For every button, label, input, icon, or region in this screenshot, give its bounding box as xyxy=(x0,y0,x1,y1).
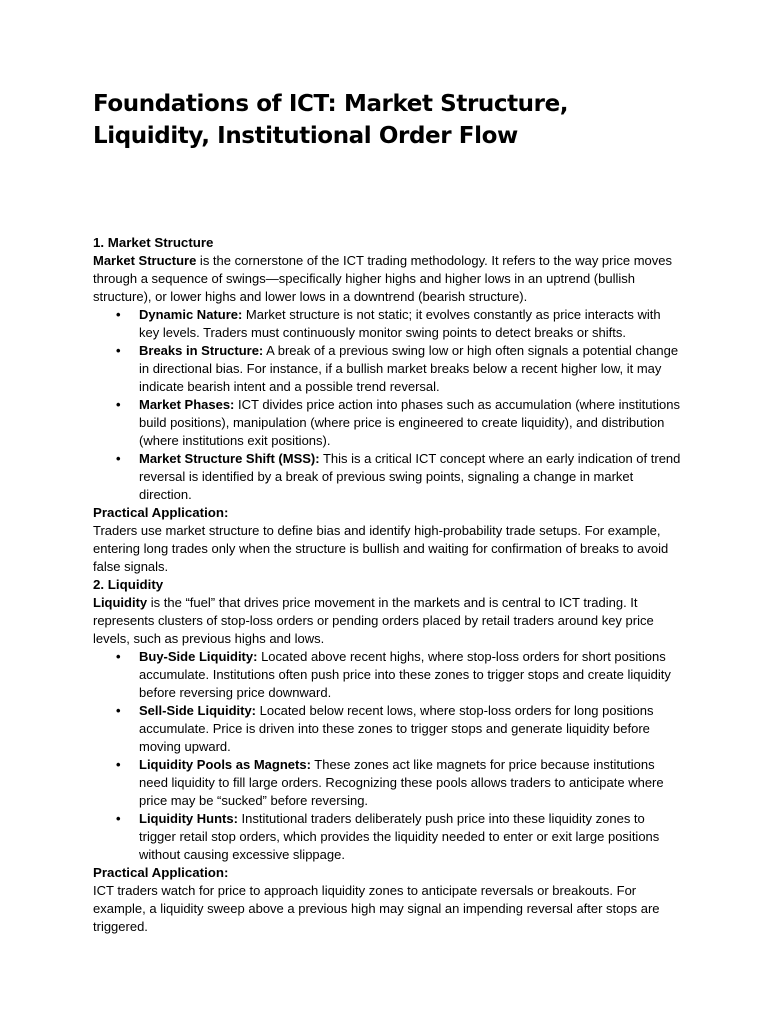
list-item xyxy=(93,810,683,864)
section-heading: 2. Liquidity xyxy=(93,577,164,592)
bullet-term: Dynamic Nature: xyxy=(139,307,243,322)
section-market-structure xyxy=(93,234,683,576)
bullet-icon: • xyxy=(116,307,121,322)
bullet-term: Buy-Side Liquidity: xyxy=(139,649,258,664)
bullet-text: Located below recent lows, where stop-loss orders for long positions accumulate. Price is driven into these zones to trigger stops and generate liquidity before moving upward. xyxy=(139,703,654,754)
intro-term: Market Structure xyxy=(93,253,197,268)
bullet-term: Sell-Side Liquidity: xyxy=(139,703,257,718)
practical-application-heading: Practical Application: xyxy=(93,505,229,520)
bullet-text: Institutional traders deliberately push price into these liquidity zones to trigger retail stop orders, which provides the liquidity needed to enter or exit large positions without causing excessive slippage. xyxy=(139,811,660,862)
section-intro xyxy=(93,252,683,306)
section-heading: 1. Market Structure xyxy=(93,235,214,250)
bullet-icon: • xyxy=(116,343,121,358)
section-intro xyxy=(93,594,683,648)
intro-text: is the cornerstone of the ICT trading methodology. It refers to the way price moves through a sequence of swings—specifically higher highs and higher lows in an uptrend (bullish structure), or lower highs and lower lows in a downtrend (bearish structure). xyxy=(93,253,673,304)
bullet-list xyxy=(93,648,683,864)
bullet-icon: • xyxy=(116,649,121,664)
title-spacer xyxy=(93,152,683,234)
bullet-term: Breaks in Structure: xyxy=(139,343,264,358)
bullet-icon: • xyxy=(116,757,121,772)
list-item xyxy=(93,756,683,810)
practical-application-text: Traders use market structure to define bias and identify high-probability trade setups. For example, entering long trades only when the structure is bullish and waiting for confirmation of breaks to avoid false signals. xyxy=(93,523,669,574)
bullet-list xyxy=(93,306,683,504)
intro-term: Liquidity xyxy=(93,595,148,610)
bullet-term: Market Phases: xyxy=(139,397,235,412)
bullet-text: This is a critical ICT concept where an early indication of trend reversal is identified by a break of previous swing points, signaling a change in market direction. xyxy=(139,451,681,502)
list-item xyxy=(93,342,683,396)
list-item xyxy=(93,450,683,504)
bullet-icon: • xyxy=(116,397,121,412)
practical-application-heading: Practical Application: xyxy=(93,865,229,880)
intro-text: is the “fuel” that drives price movement in the markets and is central to ICT trading. It represents clusters of stop-loss orders or pending orders placed by retail traders around key price levels, such as previous highs and lows. xyxy=(93,595,654,646)
bullet-term: Liquidity Hunts: xyxy=(139,811,238,826)
list-item xyxy=(93,702,683,756)
bullet-text: ICT divides price action into phases such as accumulation (where institutions build positions), manipulation (where price is engineered to create liquidity), and distribution (where institutions exit positions). xyxy=(139,397,680,448)
bullet-icon: • xyxy=(116,703,121,718)
list-item xyxy=(93,648,683,702)
bullet-term: Liquidity Pools as Magnets: xyxy=(139,757,311,772)
section-liquidity xyxy=(93,576,683,936)
list-item xyxy=(93,306,683,342)
bullet-text: These zones act like magnets for price because institutions need liquidity to fill large orders. Recognizing these pools allows traders to anticipate where price may be “sucked” before reversing. xyxy=(139,757,664,808)
bullet-icon: • xyxy=(116,451,121,466)
bullet-text: A break of a previous swing low or high often signals a potential change in directional bias. For instance, if a bullish market breaks below a recent higher low, it may indicate bearish intent and a possible trend reversal. xyxy=(139,343,679,394)
practical-application-text: ICT traders watch for price to approach liquidity zones to anticipate reversals or breakouts. For example, a liquidity sweep above a previous high may signal an impending reversal after stops are triggered. xyxy=(93,883,660,934)
bullet-term: Market Structure Shift (MSS): xyxy=(139,451,320,466)
bullet-text: Located above recent highs, where stop-loss orders for short positions accumulate. Institutions often push price into these zones to trigger stops and create liquidity before reversing price downward. xyxy=(139,649,671,700)
list-item xyxy=(93,396,683,450)
document-page xyxy=(93,88,683,936)
document-title: Foundations of ICT: Market Structure, Liquidity, Institutional Order Flow xyxy=(93,91,569,149)
bullet-icon: • xyxy=(116,811,121,826)
bullet-text: Market structure is not static; it evolves constantly as price interacts with key levels. Traders must continuously monitor swing points to detect breaks or shifts. xyxy=(139,307,661,340)
